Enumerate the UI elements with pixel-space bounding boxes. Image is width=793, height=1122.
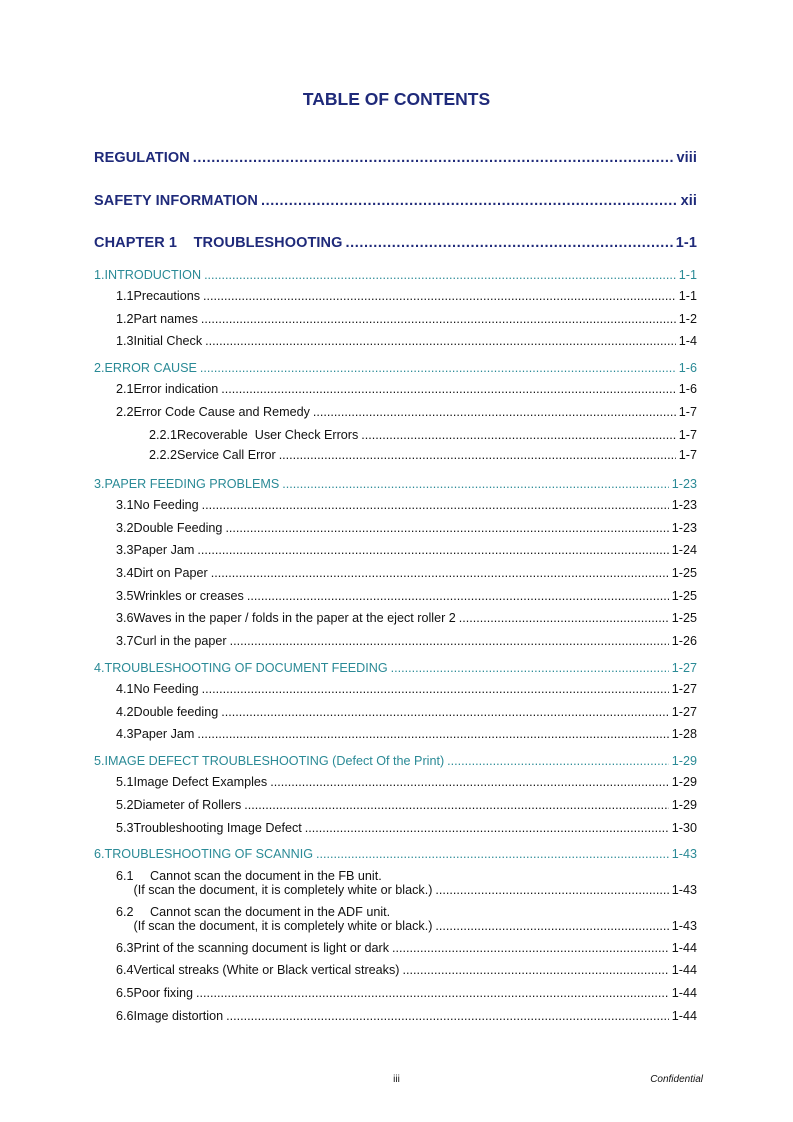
entry-page: 1-1 — [678, 268, 697, 282]
entry-page: 1-43 — [671, 919, 697, 933]
entry-text: Paper Jam — [133, 543, 195, 557]
entry-number: 3.3 — [116, 543, 134, 557]
entry-number: 3. — [94, 477, 105, 491]
entry-number: 4.1 — [116, 682, 134, 696]
toc-section-1[interactable] — [94, 268, 697, 282]
entry-text: Dirt on Paper — [133, 566, 208, 580]
toc-subsection-6-6[interactable] — [116, 1009, 697, 1023]
toc-subsection-4-2[interactable] — [116, 705, 697, 719]
entry-text: CHAPTER 1 TROUBLESHOOTING — [94, 235, 343, 251]
entry-page: 1-7 — [678, 405, 697, 419]
entry-page: 1-29 — [671, 798, 697, 812]
entry-number: 1.2 — [116, 312, 134, 326]
toc-entry-safety-information[interactable] — [94, 193, 697, 209]
dot-leader — [247, 589, 669, 603]
entry-text-line2: (If scan the document, it is completely white or black.) — [133, 883, 433, 897]
dot-leader — [279, 448, 676, 462]
toc-subsection-6-5[interactable] — [116, 986, 697, 1000]
dot-leader — [200, 361, 676, 375]
entry-text: Image distortion — [133, 1009, 224, 1023]
entry-number: 1. — [94, 268, 105, 282]
entry-text: Double feeding — [133, 705, 219, 719]
entry-text: ERROR CAUSE — [104, 361, 197, 375]
entry-text: Double Feeding — [133, 521, 223, 535]
entry-text: Part names — [133, 312, 198, 326]
dot-leader — [204, 268, 676, 282]
entry-text-line1: Cannot scan the document in the FB unit. — [150, 869, 382, 883]
entry-text: Precautions — [133, 289, 201, 303]
entry-number: 6.6 — [116, 1009, 134, 1023]
dot-leader — [316, 847, 669, 861]
entry-page: 1-43 — [671, 883, 697, 897]
entry-text: No Feeding — [133, 498, 199, 512]
toc-subsection-3-5[interactable] — [116, 589, 697, 603]
entry-text: Vertical streaks (White or Black vertical streaks) — [133, 963, 400, 977]
entry-text: REGULATION — [94, 150, 190, 166]
entry-text: Recoverable User Check Errors — [177, 428, 359, 442]
entry-page: 1-44 — [671, 1009, 697, 1023]
dot-leader — [435, 919, 668, 933]
entry-text: Print of the scanning document is light or dark — [133, 941, 390, 955]
toc-subsection-5-2[interactable] — [116, 798, 697, 812]
toc-section-6[interactable] — [94, 847, 697, 861]
toc-subsection-2-1[interactable] — [116, 382, 697, 396]
dot-leader — [221, 705, 669, 719]
dot-leader — [230, 634, 669, 648]
entry-number: 5.1 — [116, 775, 134, 789]
entry-page: 1-23 — [671, 477, 697, 491]
entry-page: 1-27 — [671, 705, 697, 719]
entry-text: INTRODUCTION — [104, 268, 202, 282]
entry-page: 1-7 — [678, 448, 697, 462]
entry-text: Initial Check — [133, 334, 203, 348]
entry-page: xii — [680, 193, 697, 209]
entry-text: IMAGE DEFECT TROUBLESHOOTING (Defect Of the Print) — [104, 754, 445, 768]
entry-page: 1-25 — [671, 566, 697, 580]
toc-subsection-5-1[interactable] — [116, 775, 697, 789]
page-number: iii — [393, 1074, 400, 1085]
toc-subsection-6-4[interactable] — [116, 963, 697, 977]
toc-section-2[interactable] — [94, 361, 697, 375]
entry-page: 1-23 — [671, 521, 697, 535]
page-title: TABLE OF CONTENTS — [302, 89, 491, 109]
confidential-label: Confidential — [650, 1074, 703, 1085]
entry-number: 6.2 — [116, 905, 134, 919]
dot-leader — [346, 235, 673, 251]
entry-number: 3.1 — [116, 498, 134, 512]
toc-subsection-2-2[interactable] — [116, 405, 697, 419]
toc-subsection-1-2[interactable] — [116, 312, 697, 326]
entry-text: SAFETY INFORMATION — [94, 193, 258, 209]
entry-number: 5.2 — [116, 798, 134, 812]
entry-number: 2.2.1 — [149, 428, 178, 442]
toc-subsection-3-3[interactable] — [116, 543, 697, 557]
entry-number: 3.7 — [116, 634, 134, 648]
dot-leader — [261, 193, 678, 209]
entry-text: TROUBLESHOOTING OF DOCUMENT FEEDING — [104, 661, 388, 675]
entry-page: 1-4 — [678, 334, 697, 348]
entry-text: Service Call Error — [177, 448, 276, 462]
entry-text: Error Code Cause and Remedy — [133, 405, 310, 419]
dot-leader — [459, 611, 669, 625]
toc-entry-regulation[interactable] — [94, 150, 697, 166]
entry-number: 4.3 — [116, 727, 134, 741]
entry-page: 1-27 — [671, 661, 697, 675]
entry-page: 1-1 — [678, 289, 697, 303]
dot-leader — [226, 1009, 669, 1023]
entry-number: 2.2 — [116, 405, 134, 419]
toc-subsection-6-3[interactable] — [116, 941, 697, 955]
entry-text-line2: (If scan the document, it is completely white or black.) — [133, 919, 433, 933]
entry-number: 3.5 — [116, 589, 134, 603]
entry-page: viii — [676, 150, 697, 166]
entry-number: 6.5 — [116, 986, 134, 1000]
entry-number: 3.2 — [116, 521, 134, 535]
entry-number: 2. — [94, 361, 105, 375]
toc-subsection-5-3[interactable] — [116, 821, 697, 835]
toc-subsection-4-3[interactable] — [116, 727, 697, 741]
dot-leader — [313, 405, 676, 419]
dot-leader — [225, 521, 668, 535]
entry-text: Wrinkles or creases — [133, 589, 244, 603]
toc-subsection-3-1[interactable] — [116, 498, 697, 512]
entry-page: 1-23 — [671, 498, 697, 512]
entry-text-line1: Cannot scan the document in the ADF unit. — [150, 905, 391, 919]
entry-page: 1-44 — [671, 986, 697, 1000]
toc-subsection-6-1[interactable] — [116, 869, 697, 897]
dot-leader — [270, 775, 669, 789]
toc-section-3[interactable] — [94, 477, 697, 491]
toc-subsubsection-2-2-1[interactable] — [149, 428, 697, 442]
dot-leader — [203, 289, 676, 303]
toc-subsubsection-2-2-2[interactable] — [149, 448, 697, 462]
entry-page: 1-43 — [671, 847, 697, 861]
entry-page: 1-28 — [671, 727, 697, 741]
dot-leader — [244, 798, 668, 812]
entry-text: Paper Jam — [133, 727, 195, 741]
entry-number: 2.2.2 — [149, 448, 178, 462]
entry-text: No Feeding — [133, 682, 199, 696]
entry-text: TROUBLESHOOTING OF SCANNIG — [104, 847, 314, 861]
entry-number: 4. — [94, 661, 105, 675]
entry-number: 6.4 — [116, 963, 134, 977]
entry-page: 1-25 — [671, 611, 697, 625]
dot-leader — [202, 682, 669, 696]
entry-page: 1-6 — [678, 361, 697, 375]
entry-text: Troubleshooting Image Defect — [133, 821, 302, 835]
dot-leader — [361, 428, 676, 442]
entry-number: 3.6 — [116, 611, 134, 625]
toc-subsection-3-6[interactable] — [116, 611, 697, 625]
entry-number: 6.1 — [116, 869, 134, 883]
toc-subsection-3-2[interactable] — [116, 521, 697, 535]
toc-entry-chapter-1[interactable] — [94, 235, 697, 251]
entry-page: 1-29 — [671, 754, 697, 768]
entry-number: 2.1 — [116, 382, 134, 396]
entry-page: 1-25 — [671, 589, 697, 603]
entry-page: 1-2 — [678, 312, 697, 326]
dot-leader — [205, 334, 676, 348]
dot-leader — [196, 986, 669, 1000]
entry-text: Error indication — [133, 382, 219, 396]
entry-number: 1.1 — [116, 289, 134, 303]
entry-page: 1-6 — [678, 382, 697, 396]
toc-subsection-1-1[interactable] — [116, 289, 697, 303]
dot-leader — [392, 941, 669, 955]
dot-leader — [391, 661, 669, 675]
entry-page: 1-30 — [671, 821, 697, 835]
entry-page: 1-7 — [678, 428, 697, 442]
entry-text: Curl in the paper — [133, 634, 227, 648]
entry-number: 5.3 — [116, 821, 134, 835]
dot-leader — [221, 382, 676, 396]
entry-number: 3.4 — [116, 566, 134, 580]
toc-subsection-1-3[interactable] — [116, 334, 697, 348]
toc-section-4[interactable] — [94, 661, 697, 675]
entry-text: Image Defect Examples — [133, 775, 268, 789]
entry-page: 1-1 — [675, 235, 697, 251]
entry-page: 1-44 — [671, 941, 697, 955]
dot-leader — [211, 566, 669, 580]
dot-leader — [402, 963, 668, 977]
dot-leader — [201, 312, 676, 326]
entry-text: Poor fixing — [133, 986, 194, 1000]
dot-leader — [202, 498, 669, 512]
entry-text: PAPER FEEDING PROBLEMS — [104, 477, 280, 491]
entry-number: 1.3 — [116, 334, 134, 348]
toc-subsection-4-1[interactable] — [116, 682, 697, 696]
entry-number: 6. — [94, 847, 105, 861]
dot-leader — [193, 150, 674, 166]
toc-subsection-6-2[interactable] — [116, 905, 697, 933]
dot-leader — [197, 543, 668, 557]
dot-leader — [435, 883, 668, 897]
entry-page: 1-29 — [671, 775, 697, 789]
entry-page: 1-44 — [671, 963, 697, 977]
entry-number: 4.2 — [116, 705, 134, 719]
entry-page: 1-27 — [671, 682, 697, 696]
entry-number: 6.3 — [116, 941, 134, 955]
dot-leader — [197, 727, 668, 741]
toc-section-5[interactable] — [94, 754, 697, 768]
toc-subsection-3-4[interactable] — [116, 566, 697, 580]
toc-subsection-3-7[interactable] — [116, 634, 697, 648]
entry-text: Diameter of Rollers — [133, 798, 242, 812]
entry-number: 5. — [94, 754, 105, 768]
dot-leader — [447, 754, 669, 768]
entry-page: 1-24 — [671, 543, 697, 557]
dot-leader — [305, 821, 669, 835]
entry-page: 1-26 — [671, 634, 697, 648]
entry-text: Waves in the paper / folds in the paper at the eject roller 2 — [133, 611, 456, 625]
dot-leader — [282, 477, 669, 491]
